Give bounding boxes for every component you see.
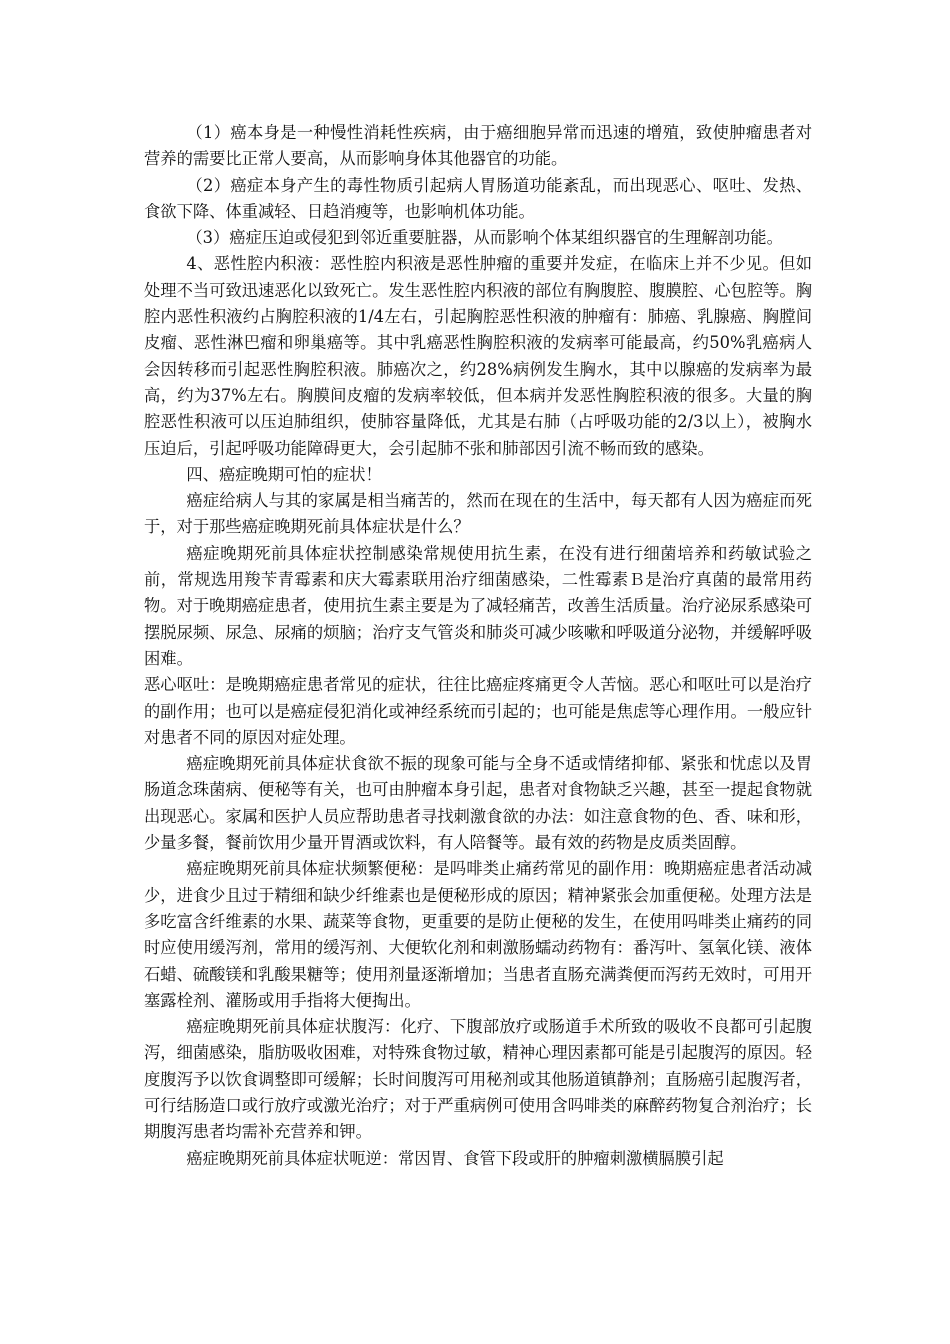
paragraph-nutrition-3: （3）癌症压迫或侵犯到邻近重要脏器，从而影响个体某组织器官的生理解剖功能。 bbox=[186, 228, 783, 248]
paragraph-intro: 癌症给病人与其的家属是相当痛苦的，然而在现在的生活中，每天都有人因为癌症而死于，对于那些癌症晚期死前具体症状是什么？ bbox=[144, 491, 812, 537]
paragraph-appetite-loss: 癌症晚期死前具体症状食欲不振的现象可能与全身不适或情绪抑郁、紧张和忧虑以及胃肠道念珠菌病、便秘等有关，也可由肿瘤本身引起，患者对食物缺乏兴趣，甚至一提起食物就出现恶心。家属和医护人员应帮助患者寻找刺激食欲的办法：如注意食物的色、香、味和形，少量多餐，餐前饮用少量开胃酒或饮料，有人陪餐等。最有效的药物是皮质类固醇。 bbox=[144, 754, 812, 853]
paragraph-nutrition-1: （1）癌本身是一种慢性消耗性疾病，由于癌细胞异常而迅速的增殖，致使肿瘤患者对营养的需要比正常人要高，从而影响身体其他器官的功能。 bbox=[144, 123, 812, 169]
section-heading-late-symptoms: 四、癌症晚期可怕的症状！ bbox=[186, 464, 382, 484]
paragraph-nausea-vomiting: 恶心呕吐：是晚期癌症患者常见的症状，往往比癌症疼痛更令人苦恼。恶心和呕吐可以是治疗的副作用；也可以是癌症侵犯消化或神经系统而引起的；也可能是焦虑等心理作用。一般应针对患者不同的原因对症处理。 bbox=[144, 675, 812, 747]
paragraph-constipation: 癌症晚期死前具体症状频繁便秘：是吗啡类止痛药常见的副作用：晚期癌症患者活动减少，进食少且过于精细和缺少纤维素也是便秘形成的原因；精神紧张会加重便秘。处理方法是多吃富含纤维素的水果、蔬菜等食物，更重要的是防止便秘的发生，在使用吗啡类止痛药的同时应使用缓泻剂，常用的缓泻剂、大便软化剂和刺激肠蠕动药物有：番泻叶、氢氧化镁、液体石蜡、硫酸镁和乳酸果糖等；使用剂量逐渐增加；当患者直肠充满粪便而泻药无效时，可用开塞露栓剂、灌肠或用手指将大便掏出。 bbox=[144, 859, 812, 1010]
paragraph-hiccups: 癌症晚期死前具体症状呃逆：常因胃、食管下段或肝的肿瘤刺激横膈膜引起 bbox=[186, 1148, 724, 1168]
paragraph-nutrition-2: （2）癌症本身产生的毒性物质引起病人胃肠道功能紊乱，而出现恶心、呕吐、发热、食欲下降、体重减轻、日趋消瘦等，也影响机体功能。 bbox=[144, 175, 812, 221]
document-page bbox=[144, 120, 812, 1172]
paragraph-diarrhea: 癌症晚期死前具体症状腹泻：化疗、下腹部放疗或肠道手术所致的吸收不良都可引起腹泻，细菌感染，脂肪吸收困难，对特殊食物过敏，精神心理因素都可能是引起腹泻的原因。轻度腹泻予以饮食调整即可缓解；长时间腹泻可用秘剂或其他肠道镇静剂；直肠癌引起腹泻者，可行结肠造口或行放疗或激光治疗；对于严重病例可使用含吗啡类的麻醉药物复合剂治疗；长期腹泻患者均需补充营养和钾。 bbox=[144, 1017, 812, 1142]
paragraph-infection-control: 癌症晚期死前具体症状控制感染常规使用抗生素，在没有进行细菌培养和药敏试验之前，常规选用羧苄青霉素和庆大霉素联用治疗细菌感染，二性霉素Ｂ是治疗真菌的最常用药物。对于晚期癌症患者，使用抗生素主要是为了减轻痛苦，改善生活质量。治疗泌尿系感染可摆脱尿频、尿急、尿痛的烦脑；治疗支气管炎和肺炎可减少咳嗽和呼吸道分泌物，并缓解呼吸困难。 bbox=[144, 543, 812, 668]
paragraph-malignant-effusion: 4、恶性腔内积液：恶性腔内积液是恶性肿瘤的重要并发症，在临床上并不少见。但如处理不当可致迅速恶化以致死亡。发生恶性腔内积液的部位有胸腹腔、腹膜腔、心包腔等。胸腔内恶性积液约占胸腔积液的1/4左右，引起胸腔恶性积液的肿瘤有：肺癌、乳腺癌、胸膛间皮瘤、恶性淋巴瘤和卵巢癌等。其中乳癌恶性胸腔积液的发病率可能最高，约50%乳癌病人会因转移而引起恶性胸腔积液。肺癌次之，约28%病例发生胸水，其中以腺癌的发病率为最高，约为37%左右。胸膜间皮瘤的发病率较低，但本病并发恶性胸腔积液的很多。大量的胸腔恶性积液可以压迫肺组织，使肺容量降低，尤其是右肺（占呼吸功能的2/3以上），被胸水压迫后，引起呼吸功能障碍更大，会引起肺不张和肺部因引流不畅而致的感染。 bbox=[144, 254, 812, 458]
